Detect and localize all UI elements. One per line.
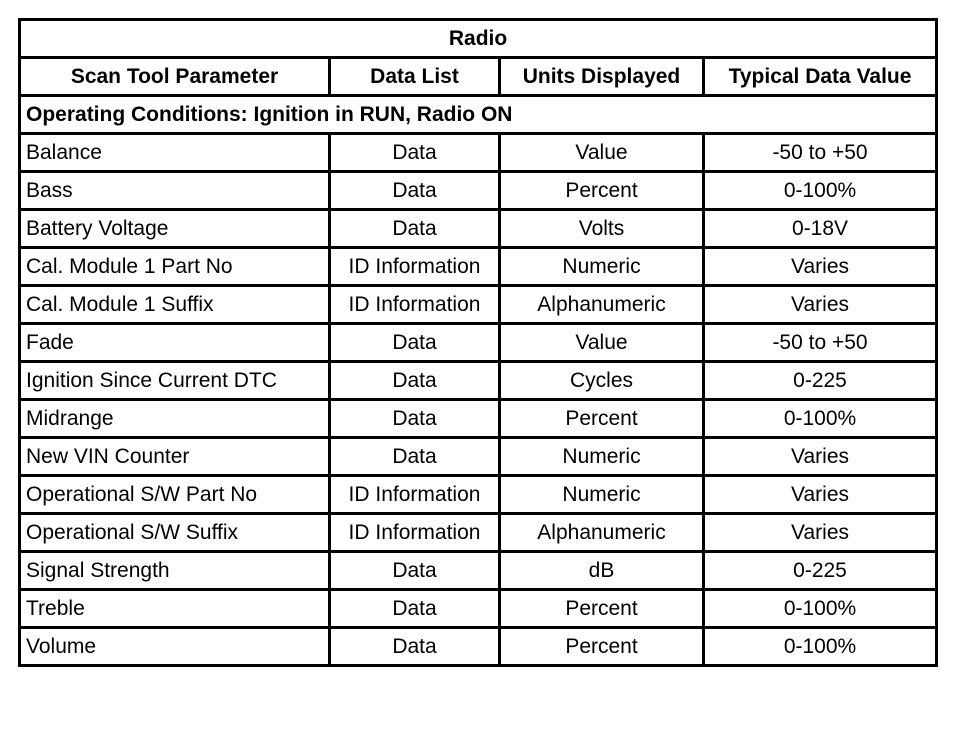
data-list-cell: ID Information xyxy=(330,248,500,286)
table-title: Radio xyxy=(20,20,937,58)
typical-value-cell: 0-100% xyxy=(704,628,937,666)
parameter-cell: Operational S/W Part No xyxy=(20,476,330,514)
typical-value-cell: 0-225 xyxy=(704,552,937,590)
operating-conditions-row xyxy=(20,96,937,134)
parameter-cell: Balance xyxy=(20,134,330,172)
data-list-cell: Data xyxy=(330,400,500,438)
parameter-cell: Midrange xyxy=(20,400,330,438)
data-list-cell: ID Information xyxy=(330,286,500,324)
table-row xyxy=(20,400,937,438)
typical-value-cell: Varies xyxy=(704,248,937,286)
units-cell: dB xyxy=(500,552,704,590)
parameter-cell: Battery Voltage xyxy=(20,210,330,248)
units-cell: Value xyxy=(500,324,704,362)
operating-conditions: Operating Conditions: Ignition in RUN, Radio ON xyxy=(20,96,937,134)
data-list-cell: Data xyxy=(330,210,500,248)
units-cell: Percent xyxy=(500,400,704,438)
data-list-cell: Data xyxy=(330,362,500,400)
radio-parameter-table xyxy=(18,18,938,667)
units-cell: Value xyxy=(500,134,704,172)
typical-value-cell: -50 to +50 xyxy=(704,324,937,362)
units-cell: Percent xyxy=(500,172,704,210)
header-typical-data-value: Typical Data Value xyxy=(704,58,937,96)
units-cell: Percent xyxy=(500,628,704,666)
table-row xyxy=(20,552,937,590)
table-row xyxy=(20,628,937,666)
data-list-cell: ID Information xyxy=(330,514,500,552)
data-list-cell: Data xyxy=(330,590,500,628)
table-row xyxy=(20,590,937,628)
typical-value-cell: 0-225 xyxy=(704,362,937,400)
table-row xyxy=(20,286,937,324)
header-scan-tool-parameter: Scan Tool Parameter xyxy=(20,58,330,96)
units-cell: Alphanumeric xyxy=(500,286,704,324)
table-row xyxy=(20,514,937,552)
table-row xyxy=(20,362,937,400)
parameter-cell: Bass xyxy=(20,172,330,210)
data-list-cell: Data xyxy=(330,324,500,362)
parameter-cell: Fade xyxy=(20,324,330,362)
typical-value-cell: 0-100% xyxy=(704,172,937,210)
typical-value-cell: Varies xyxy=(704,476,937,514)
units-cell: Numeric xyxy=(500,476,704,514)
parameter-cell: Signal Strength xyxy=(20,552,330,590)
parameter-cell: Ignition Since Current DTC xyxy=(20,362,330,400)
table-row xyxy=(20,476,937,514)
typical-value-cell: -50 to +50 xyxy=(704,134,937,172)
units-cell: Cycles xyxy=(500,362,704,400)
data-list-cell: Data xyxy=(330,172,500,210)
header-data-list: Data List xyxy=(330,58,500,96)
data-list-cell: Data xyxy=(330,134,500,172)
typical-value-cell: 0-100% xyxy=(704,590,937,628)
typical-value-cell: Varies xyxy=(704,286,937,324)
header-units-displayed: Units Displayed xyxy=(500,58,704,96)
table-body xyxy=(20,96,937,666)
units-cell: Numeric xyxy=(500,248,704,286)
typical-value-cell: 0-18V xyxy=(704,210,937,248)
units-cell: Volts xyxy=(500,210,704,248)
table-row xyxy=(20,248,937,286)
data-list-cell: Data xyxy=(330,628,500,666)
table-row xyxy=(20,210,937,248)
table-row xyxy=(20,134,937,172)
units-cell: Percent xyxy=(500,590,704,628)
table-row xyxy=(20,438,937,476)
data-list-cell: ID Information xyxy=(330,476,500,514)
typical-value-cell: Varies xyxy=(704,514,937,552)
units-cell: Alphanumeric xyxy=(500,514,704,552)
data-list-cell: Data xyxy=(330,438,500,476)
data-list-cell: Data xyxy=(330,552,500,590)
table-row xyxy=(20,324,937,362)
typical-value-cell: 0-100% xyxy=(704,400,937,438)
typical-value-cell: Varies xyxy=(704,438,937,476)
table-title-row xyxy=(20,20,937,58)
column-header-row xyxy=(20,58,937,96)
parameter-cell: Volume xyxy=(20,628,330,666)
units-cell: Numeric xyxy=(500,438,704,476)
parameter-cell: Operational S/W Suffix xyxy=(20,514,330,552)
parameter-cell: Cal. Module 1 Suffix xyxy=(20,286,330,324)
parameter-cell: New VIN Counter xyxy=(20,438,330,476)
parameter-cell: Treble xyxy=(20,590,330,628)
parameter-cell: Cal. Module 1 Part No xyxy=(20,248,330,286)
table-row xyxy=(20,172,937,210)
